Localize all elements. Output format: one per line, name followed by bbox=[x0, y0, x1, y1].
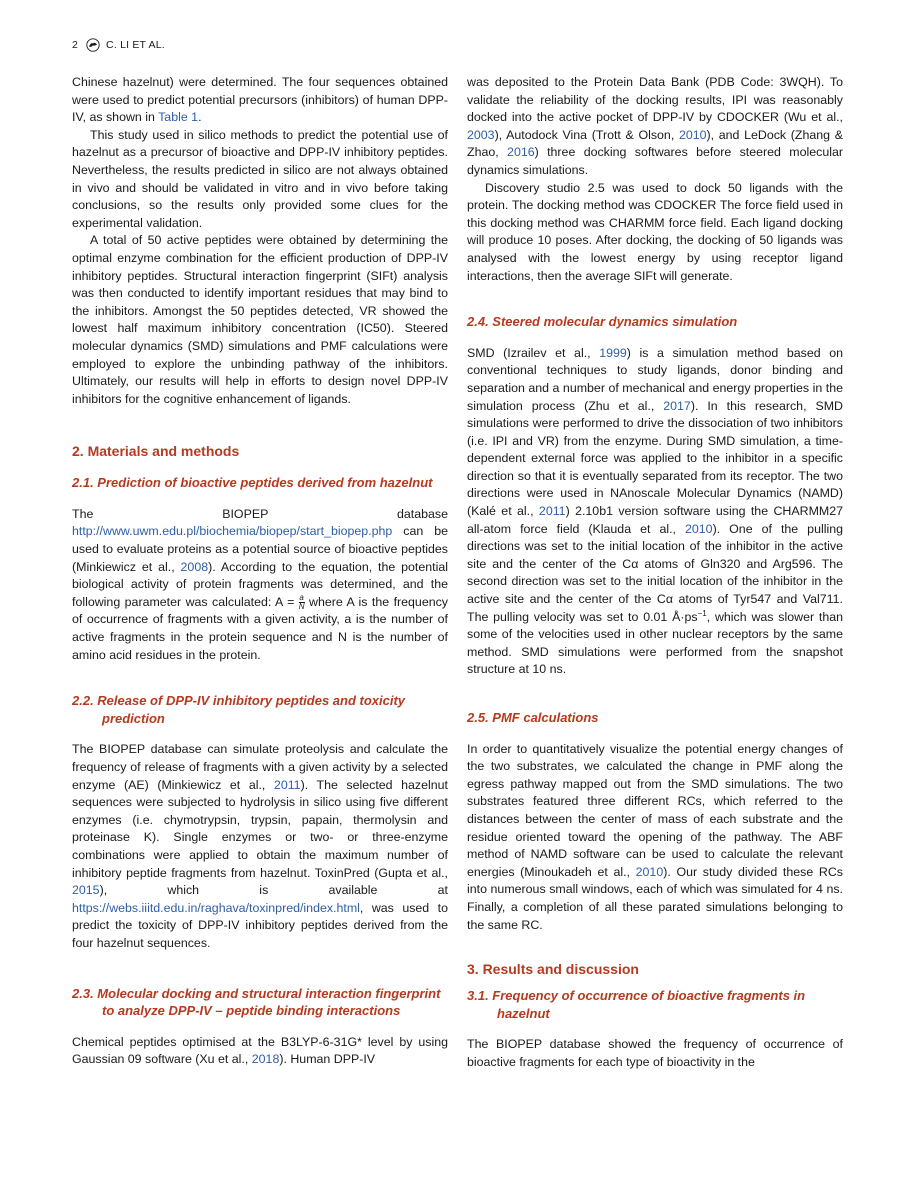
page-number: 2 bbox=[72, 39, 79, 51]
paragraph-discovery-studio: Discovery studio 2.5 was used to dock 50 ligands with the protein. The docking method was CDOCKER The force field used in this docking method was CHARMM force field. Each ligand docking will produce 10 poses. After docking, the docking of 50 ligands was analysed with the lowest energy by using receptor ligand interactions, then the average SIFt will generate. bbox=[467, 180, 843, 283]
section-2-1-heading: 2.1. Prediction of bioactive peptides derived from hazelnut bbox=[72, 475, 433, 491]
citation-link[interactable]: 2017 bbox=[663, 398, 691, 413]
left-column bbox=[72, 74, 448, 1069]
paragraph-summary: A total of 50 active peptides were obtained by determining the optimal enzyme combination for the efficient production of DPP-IV inhibitory peptides. Structural interaction fingerprint (SIFt) analysis was then conducted to identify important residues that may bind to the inhibitors. Amongst the 50 peptides detected, VR showed the lowest half maximum inhibitory concentration (IC50). Steered molecular dynamics (SMD) simulations and PMF calculations were employed to explore the unbinding pathway of the inhibitors. Ultimately, our results will help in efforts to design novel DPP-IV inhibitors for the cognitive enhancement of ligands. bbox=[72, 233, 448, 406]
section-2-2-heading: 2.2. Release of DPP-IV inhibitory peptides and toxicity prediction bbox=[72, 693, 406, 726]
toxinpred-url-link[interactable]: https://webs.iiitd.edu.in/raghava/toxinpred/index.html bbox=[72, 900, 360, 915]
section-3-heading: 3. Results and discussion bbox=[467, 961, 639, 978]
paragraph-pdb: was deposited to the Protein Data Bank (PDB Code: 3WQH). To validate the reliability of the docking results, IPI was reasonably docked into the active pocket of DPP-IV by CDOCKER (Wu et al., 2003), Autodock Vina (Trott & Olson, 2010), and LeDock (Zhang & Zhao, 2016) three docking softwares before steered molecular dynamics simulations. bbox=[467, 75, 843, 177]
citation-link[interactable]: 2011 bbox=[538, 504, 566, 519]
citation-link[interactable]: 2011 bbox=[273, 777, 301, 792]
paragraph-pmf: In order to quantitatively visualize the potential energy changes of the two substrates, we calculated the change in PMF along the egress pathway mapped out from the SMD simulations. The two substrates featured three different RCs, which referred to the distances between the center of mass of each substrate and the residue oriented toward the opening of the pathway. The ABF method of NAMD software can be used to calculate the relevant energies (Minoukadeh et al., 2010). Our study divided these RCs into numerous small windows, each of which was simulated for 4 ns. Finally, a completion of all these parated simulations belonging to the same RC. bbox=[467, 741, 843, 932]
paragraph-biopep: The BIOPEP database http://www.uwm.edu.pl/biochemia/biopep/start_biopep.php can be used to evaluate proteins as a potential source of bioactive peptides (Minkiewicz et al., 2008). According to the equation, the potential biological activity of protein fragments was determined, and the following parameter was calculated: A = $\frac{a}{N}$ where A is the frequency of occurrence of fragments with a given activity, a is the number of active fragments in the protein sequence and N is the number of amino acid residues in the protein. bbox=[72, 506, 448, 662]
section-2-3-heading: 2.3. Molecular docking and structural interaction fingerprint to analyze DPP-IV – peptide binding interactions bbox=[72, 985, 441, 1019]
citation-link[interactable]: 2003 bbox=[467, 127, 495, 142]
section-2-4-heading: 2.4. Steered molecular dynamics simulation bbox=[467, 314, 738, 330]
citation-link[interactable]: 2015 bbox=[72, 883, 100, 898]
paragraph-intro-end: Chinese hazelnut) were determined. The four sequences obtained were used to predict potential precursors (inhibitors) of human DPP-IV, as shown in Table 1. bbox=[72, 75, 448, 125]
section-2-5-heading: 2.5. PMF calculations bbox=[467, 710, 599, 725]
table-1-link[interactable]: Table 1 bbox=[158, 110, 199, 125]
section-2-heading: 2. Materials and methods bbox=[72, 443, 240, 460]
citation-link[interactable]: 2010 bbox=[635, 864, 664, 879]
paragraph-release: The BIOPEP database can simulate proteolysis and calculate the frequency of release of fragments with a given activity by a selected enzyme (AE) (Minkiewicz et al., 2011). The selected hazelnut sequences were subjected to hydrolysis in silico using five different enzymes (i.e. chymotrypsin, trypsin, papain, thermolysin and proteinase K). Single enzymes or two- or three-enzyme combinations were applied to obtain the maximum number of inhibitory peptide fragments from hazelnut. ToxinPred (Gupta et al., 2015), which is available at https://webs.iiitd.edu.in/raghava/toxinpred/index.html, was used to predict the toxicity of DPP-IV inhibitory peptides derived from the four hazelnut sequences. bbox=[72, 742, 448, 950]
paragraph-insilico: This study used in silico methods to predict the potential use of hazelnut as a precursor of bioactive and DPP-IV inhibitory peptides. Nevertheless, the results predicted in silico are not always obtained in vivo and should be validated in vitro and in vivo before taking conclusions, so the results only provided some clues for the experimental validation. bbox=[72, 127, 448, 230]
citation-link[interactable]: 2010 bbox=[685, 521, 713, 536]
running-header bbox=[72, 37, 165, 53]
citation-link[interactable]: 2018 bbox=[251, 1052, 280, 1067]
running-authors: C. LI ET AL. bbox=[106, 39, 165, 51]
publisher-logo-icon bbox=[86, 38, 100, 52]
citation-link[interactable]: 2008 bbox=[180, 559, 209, 574]
equation-fraction: $\frac{a}{N}$ bbox=[298, 593, 305, 612]
biopep-url-link[interactable]: http://www.uwm.edu.pl/biochemia/biopep/start_biopep.php bbox=[72, 524, 393, 539]
citation-link[interactable]: 1999 bbox=[599, 345, 627, 360]
paragraph-smd: SMD (Izrailev et al., 1999) is a simulation method based on conventional techniques to study ligands, donor binding and separation and a number of mechanical and energy properties in the simulation process (Zhu et al., 2017). In this research, SMD simulations were performed to drive the dissociation of two inhibitors (i.e. IPI and VR) from the enzyme. During SMD simulation, a time-dependent external force was applied to the inhibitor in a specific direction so that it is eventually separated from its receptor. The two directions were used in NAnoscale Molecular Dynamics (NAMD) (Kalé et al., 2011) 2.10b1 version software using the CHARMM27 all-atom force field (Klauda et al., 2010). One of the pulling directions was set to the initial location of the inhibitor in the active site and the center of the Cα atoms of Gln320 and Arg596. The second direction was set to the initial location of the inhibitor in the active site and the center of the Cα atoms of Tyr547 and Val711. The pulling velocity was set to 0.01 $Å\cdot ps^{-1}$, which was slower than some of the velocities used in other nuclear receptors by the same method. SMD simulations were performed from the snapshot structure at 10 ns. bbox=[467, 345, 843, 677]
section-3-1-heading: 3.1. Frequency of occurrence of bioactive fragments in hazelnut bbox=[467, 988, 806, 1021]
paragraph-results: The BIOPEP database showed the frequency of occurrence of bioactive fragments for each type of bioactivity in the bbox=[467, 1037, 843, 1069]
citation-link[interactable]: 2010 bbox=[678, 127, 707, 142]
citation-link[interactable]: 2016 bbox=[507, 145, 535, 160]
paragraph-docking: Chemical peptides optimised at the B3LYP-6-31G* level by using Gaussian 09 software (Xu et al., 2018). Human DPP-IV bbox=[72, 1034, 448, 1067]
right-column bbox=[467, 74, 843, 1072]
